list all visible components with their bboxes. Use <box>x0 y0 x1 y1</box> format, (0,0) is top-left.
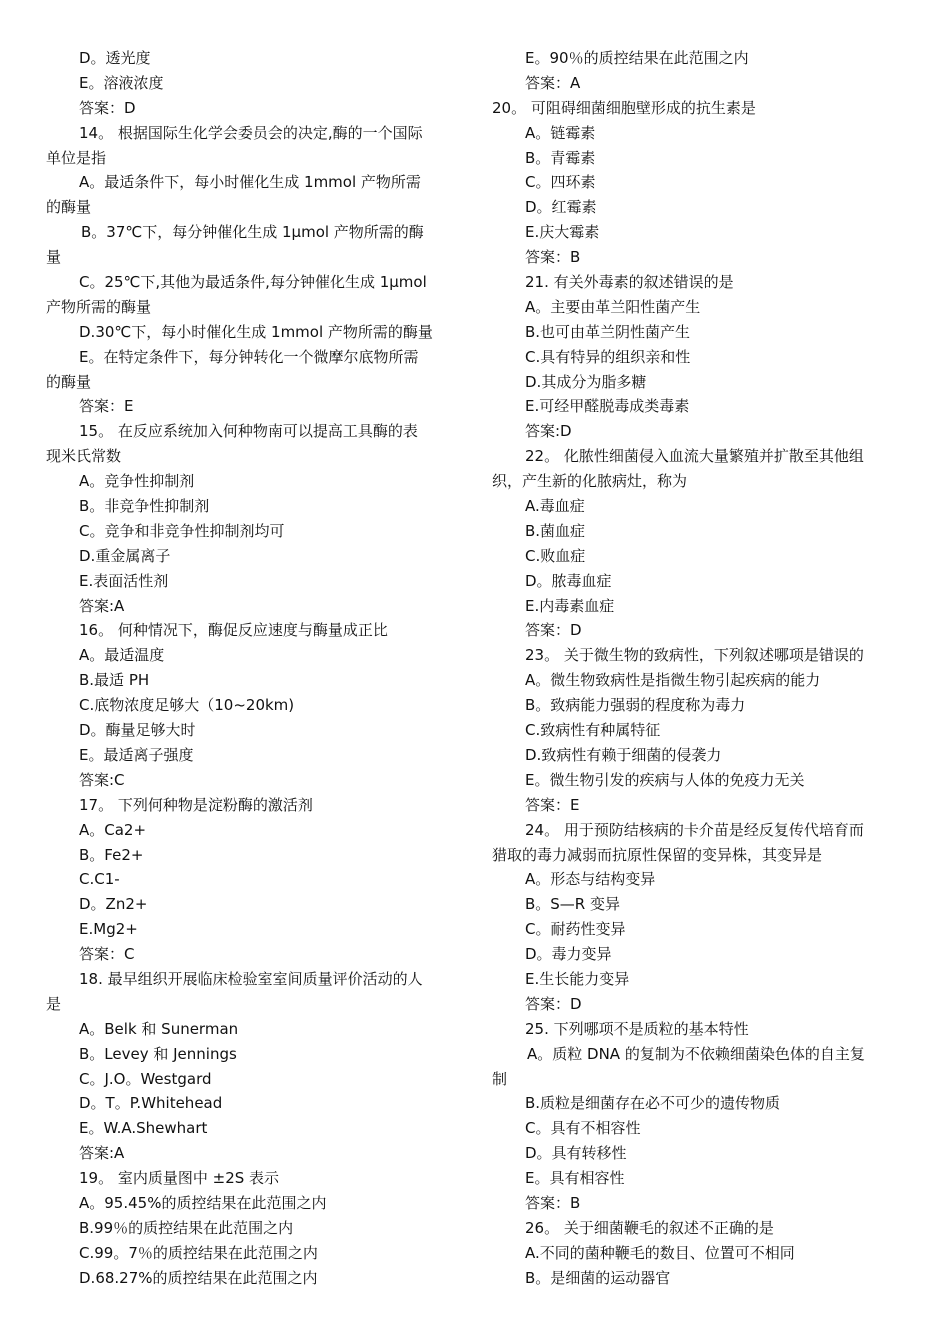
text-line: B。青霉素 <box>525 148 596 167</box>
text-line: E。溶液浓度 <box>79 73 164 92</box>
text-line: B。致病能力强弱的程度称为毒力 <box>525 696 746 715</box>
text-line: D.其成分为脂多糖 <box>525 372 647 391</box>
text-line: B.质粒是细菌存在必不可少的遗传物质 <box>525 1094 781 1113</box>
text-line: D。红霉素 <box>525 198 597 217</box>
text-line: 24。 用于预防结核病的卡介苗是经反复传代培育而 <box>525 820 864 839</box>
text-line: C。J.O。Westgard <box>79 1069 212 1088</box>
text-line: 18. 最早组织开展临床检验室室间质量评价活动的人 <box>79 969 423 988</box>
text-line: 17。 下列何种物是淀粉酶的激活剂 <box>79 795 313 814</box>
text-line: A.不同的菌种鞭毛的数目、位置可不相同 <box>525 1243 795 1262</box>
text-line: 答案:D <box>525 422 572 441</box>
text-line: 猎取的毒力减弱而抗原性保留的变异株，其变异是 <box>492 845 823 864</box>
text-line: B.最适 PH <box>79 671 150 690</box>
text-line: D。具有转移性 <box>525 1144 627 1163</box>
text-line: E.生长能力变异 <box>525 969 630 988</box>
text-line: 15。 在反应系统加入何种物南可以提高工具酶的表 <box>79 422 418 441</box>
text-line: D.68.27%的质控结果在此范围之内 <box>79 1268 318 1287</box>
text-line: 的酶量 <box>46 198 92 217</box>
text-line: 答案:A <box>79 1144 125 1163</box>
text-line: B。Fe2+ <box>79 845 144 864</box>
left-column <box>46 46 460 1291</box>
text-line: A。链霉素 <box>525 123 596 142</box>
text-line: D.致病性有赖于细菌的侵袭力 <box>525 745 722 764</box>
text-line: 的酶量 <box>46 372 92 391</box>
text-line: 16。 何种情况下，酶促反应速度与酶量成正比 <box>79 621 388 640</box>
text-line: B。37℃下，每分钟催化生成 1μmol 产物所需的酶 <box>81 223 424 242</box>
text-line: A。Belk 和 Sunerman <box>79 1019 239 1038</box>
text-line: 制 <box>492 1069 508 1088</box>
text-line: E.表面活性剂 <box>79 571 169 590</box>
text-line: 答案：D <box>525 994 582 1013</box>
text-line: 量 <box>46 248 62 267</box>
text-line: C。四环素 <box>525 173 596 192</box>
text-line: E。在特定条件下，每分钟转化一个微摩尔底物所需 <box>79 347 419 366</box>
text-line: C.具有特异的组织亲和性 <box>525 347 691 366</box>
text-line: D.30℃下，每小时催化生成 1mmol 产物所需的酶量 <box>79 322 433 341</box>
text-line: 20。 可阻碍细菌细胞壁形成的抗生素是 <box>492 98 756 117</box>
right-column <box>492 46 906 1291</box>
text-line: D。脓毒血症 <box>525 571 612 590</box>
text-line: C.C1- <box>79 870 120 889</box>
text-line: 答案：B <box>525 1193 581 1212</box>
text-line: D。Zn2+ <box>79 895 148 914</box>
text-line: A。95.45%的质控结果在此范围之内 <box>79 1193 327 1212</box>
text-line: B。非竞争性抑制剂 <box>79 497 210 516</box>
text-line: E.内毒素血症 <box>525 596 615 615</box>
text-line: E.庆大霉素 <box>525 223 600 242</box>
text-line: D。透光度 <box>79 49 151 67</box>
text-line: A。形态与结构变异 <box>525 870 656 889</box>
text-line: A。最适条件下，每小时催化生成 1mmol 产物所需 <box>79 173 421 192</box>
text-line: E。微生物引发的疾病与人体的免疫力无关 <box>525 770 805 789</box>
text-line: 织，产生新的化脓病灶，称为 <box>492 472 688 491</box>
text-line: 产物所需的酶量 <box>46 297 152 316</box>
text-line: 19。 室内质量图中 ±2S 表示 <box>79 1169 280 1188</box>
text-line: 21. 有关外毒素的叙述错误的是 <box>525 273 734 292</box>
text-line: E.Mg2+ <box>79 920 138 939</box>
text-line: B.99％的质控结果在此范围之内 <box>79 1218 294 1237</box>
text-line: 25. 下列哪项不是质粒的基本特性 <box>525 1019 749 1038</box>
text-line: 答案：D <box>525 621 582 640</box>
text-line: C。竞争和非竞争性抑制剂均可 <box>79 521 285 540</box>
text-line: 答案：D <box>79 98 136 117</box>
text-line: A。竞争性抑制剂 <box>79 472 195 491</box>
text-line: A.毒血症 <box>525 497 585 516</box>
text-line: C.败血症 <box>525 546 586 565</box>
text-line: B。S—R 变异 <box>525 895 621 914</box>
text-line: E。最适离子强度 <box>79 745 194 764</box>
text-line: E。具有相容性 <box>525 1169 625 1188</box>
text-line: E。W.A.Shewhart <box>79 1119 208 1138</box>
text-line: C.底物浓度足够大（10~20km) <box>79 696 295 715</box>
text-line: D。毒力变异 <box>525 945 612 964</box>
text-line: A。质粒 DNA 的复制为不依赖细菌染色体的自主复 <box>527 1044 865 1063</box>
text-line: 22。 化脓性细菌侵入血流大量繁殖并扩散至其他组 <box>525 447 864 466</box>
text-line: A。微生物致病性是指微生物引起疾病的能力 <box>525 671 821 690</box>
text-line: 现米氏常数 <box>46 447 122 466</box>
text-line: D.重金属离子 <box>79 546 171 565</box>
text-line: A。最适温度 <box>79 646 165 665</box>
text-line: 答案：A <box>525 73 581 92</box>
text-line: 答案:A <box>79 596 125 615</box>
text-line: D。酶量足够大时 <box>79 721 196 740</box>
text-line: 答案：E <box>79 397 134 416</box>
text-line: 单位是指 <box>46 148 107 167</box>
text-line: B.也可由革兰阴性菌产生 <box>525 322 691 341</box>
text-line: B。Levey 和 Jennings <box>79 1044 237 1063</box>
text-line: D。T。P.Whitehead <box>79 1094 223 1113</box>
text-line: 答案：E <box>525 795 580 814</box>
text-line: C。25℃下,其他为最适条件,每分钟催化生成 1μmol <box>79 273 427 292</box>
text-line: 是 <box>46 994 62 1013</box>
text-line: C.致病性有种属特征 <box>525 721 661 740</box>
text-line: 答案:C <box>79 770 125 789</box>
text-line: C.99。7％的质控结果在此范围之内 <box>79 1243 318 1262</box>
text-line: A。Ca2+ <box>79 820 147 839</box>
text-line: 23。 关于微生物的致病性，下列叙述哪项是错误的 <box>525 646 864 665</box>
text-line: 答案：B <box>525 248 581 267</box>
text-line: 14。 根据国际生化学会委员会的决定,酶的一个国际 <box>79 123 423 142</box>
text-line: E.可经甲醛脱毒成类毒素 <box>525 397 690 416</box>
text-line: 答案：C <box>79 945 135 964</box>
text-line: E。90％的质控结果在此范围之内 <box>525 49 749 67</box>
text-line: B。是细菌的运动器官 <box>525 1268 671 1287</box>
text-line: B.菌血症 <box>525 521 586 540</box>
text-line: 26。 关于细菌鞭毛的叙述不正确的是 <box>525 1218 774 1237</box>
text-line: C。耐药性变异 <box>525 920 626 939</box>
text-line: C。具有不相容性 <box>525 1119 641 1138</box>
text-line: A。主要由革兰阳性菌产生 <box>525 297 701 316</box>
